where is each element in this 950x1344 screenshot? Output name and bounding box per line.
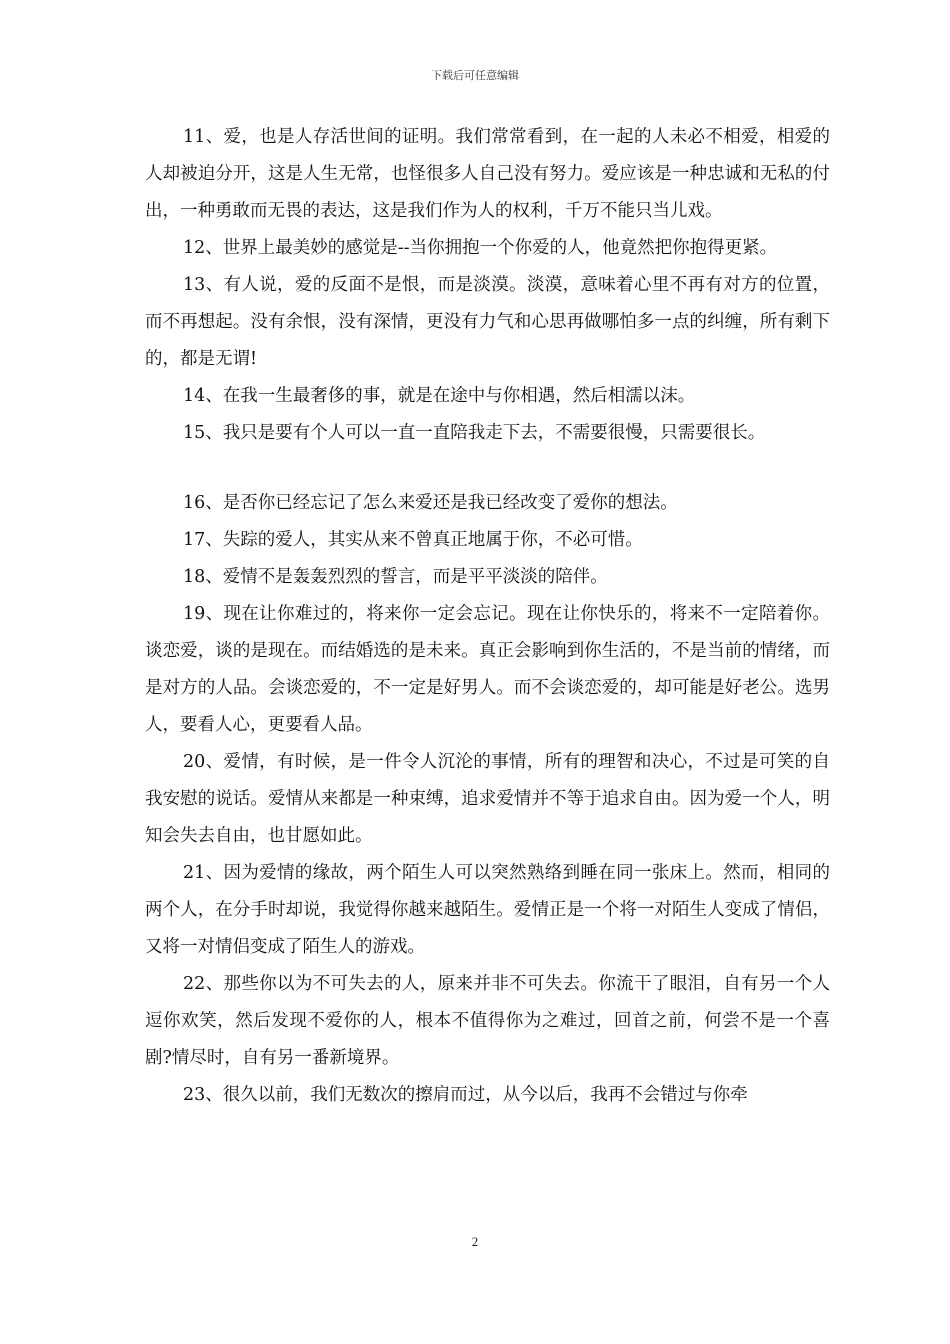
- paragraph-17: 17、失踪的爱人，其实从来不曾真正地属于你，不必可惜。: [183, 530, 643, 550]
- page-header: 下载后可任意编辑: [431, 69, 519, 82]
- paragraph-15: 15、我只是要有个人可以一直一直陪我走下去，不需要很慢，只需要很长。: [183, 423, 766, 443]
- paragraph-18: 18、爱情不是轰轰烈烈的誓言，而是平平淡淡的陪伴。: [183, 567, 608, 587]
- paragraph-14: 14、在我一生最奢侈的事，就是在途中与你相遇，然后相濡以沫。: [183, 386, 696, 406]
- paragraph-22: 22、那些你以为不可失去的人，原来并非不可失去。你流干了眼泪，自有另一个人逗你欢笑，然后发现不爱你的人，根本不值得你为之难过，回首之前，何尝不是一个喜剧?情尽时，自有另一番新境界。: [145, 974, 830, 1068]
- document-body: [145, 119, 830, 1114]
- paragraph-23: 23、很久以前，我们无数次的擦肩而过，从今以后，我再不会错过与你牵: [183, 1085, 748, 1105]
- page-number: 2: [471, 1234, 479, 1249]
- paragraph-13: 13、有人说，爱的反面不是恨，而是淡漠。淡漠，意味着心里不再有对方的位置，而不再想起。没有余恨，没有深情，更没有力气和心思再做哪怕多一点的纠缠，所有剩下的，都是无谓!: [145, 275, 830, 369]
- paragraph-19: 19、现在让你难过的，将来你一定会忘记。现在让你快乐的，将来不一定陪着你。谈恋爱，谈的是现在。而结婚选的是未来。真正会影响到你生活的，不是当前的情绪，而是对方的人品。会谈恋爱的，不一定是好男人。而不会谈恋爱的，却可能是好老公。选男人，要看人心，更要看人品。: [145, 604, 830, 735]
- paragraph-12: 12、世界上最美妙的感觉是--当你拥抱一个你爱的人，他竟然把你抱得更紧。: [183, 238, 778, 258]
- paragraph-gap: [145, 452, 830, 485]
- paragraph-21: 21、因为爱情的缘故，两个陌生人可以突然熟络到睡在同一张床上。然而，相同的两个人，在分手时却说，我觉得你越来越陌生。爱情正是一个将一对陌生人变成了情侣，又将一对情侣变成了陌生人的游戏。: [145, 863, 830, 957]
- paragraph-16: 16、是否你已经忘记了怎么来爱还是我已经改变了爱你的想法。: [183, 493, 678, 513]
- paragraph-20: 20、爱情，有时候，是一件令人沉沦的事情，所有的理智和决心，不过是可笑的自我安慰的说话。爱情从来都是一种束缚，追求爱情并不等于追求自由。因为爱一个人，明知会失去自由，也甘愿如此。: [145, 752, 830, 846]
- paragraph-11: 11、爱，也是人存活世间的证明。我们常常看到，在一起的人未必不相爱，相爱的人却被迫分开，这是人生无常，也怪很多人自己没有努力。爱应该是一种忠诚和无私的付出，一种勇敢而无畏的表达，这是我们作为人的权利，千万不能只当儿戏。: [145, 127, 830, 221]
